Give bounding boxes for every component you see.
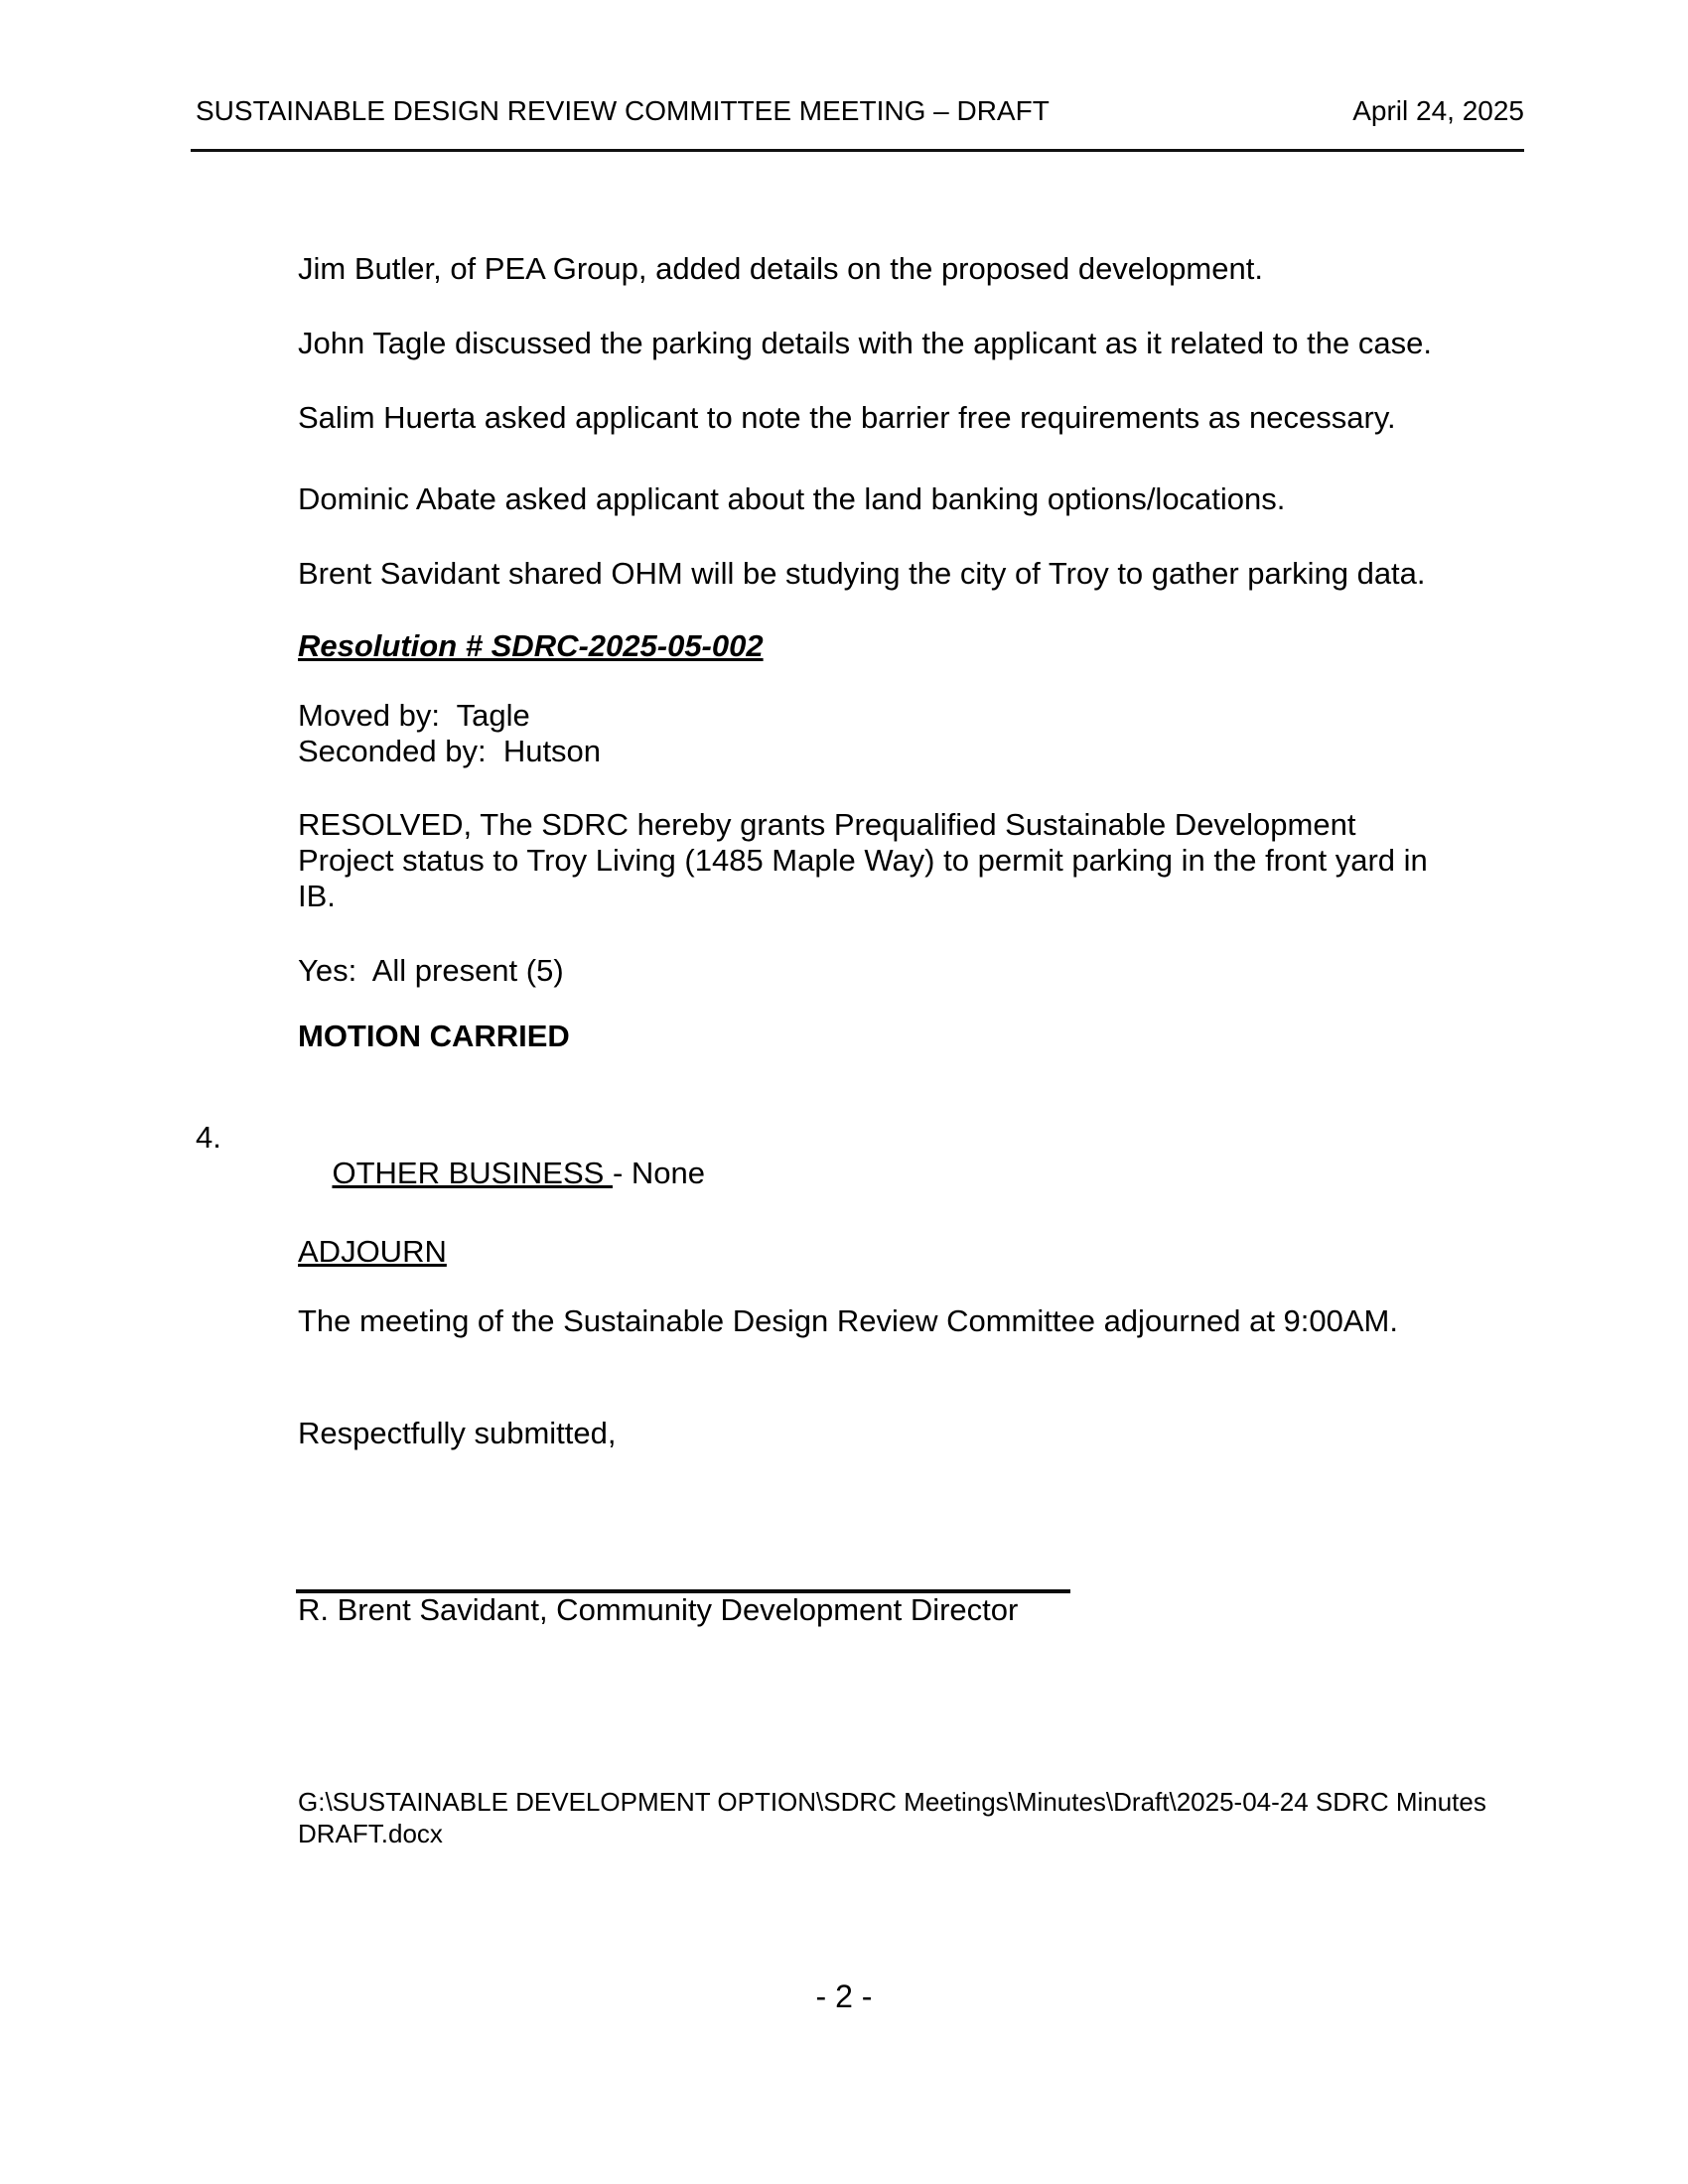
item4-heading-underlined: OTHER BUSINESS xyxy=(332,1156,613,1190)
header-rule xyxy=(191,149,1524,152)
footer-file-path: G:\SUSTAINABLE DEVELOPMENT OPTION\SDRC Meetings\Minutes\Draft\2025-04-24 SDRC Minutes DRAFT.docx xyxy=(298,1787,1486,1848)
resolution-motion: Moved by: Tagle Seconded by: Hutson xyxy=(298,698,602,768)
item4-heading-rest: - None xyxy=(612,1156,705,1190)
resolution-vote: Yes: All present (5) xyxy=(298,953,564,988)
paragraph-dominic-abate: Dominic Abate asked applicant about the land banking options/locations. xyxy=(298,481,1286,516)
page-number: - 2 - xyxy=(815,1979,873,2014)
item4-heading xyxy=(298,1120,1599,1227)
paragraph-jim-butler: Jim Butler, of PEA Group, added details on the proposed development. xyxy=(298,251,1263,286)
item4-number: 4. xyxy=(196,1120,221,1155)
paragraph-brent-savidant: Brent Savidant shared OHM will be studying the city of Troy to gather parking data. xyxy=(298,556,1426,591)
page-header xyxy=(196,95,1524,127)
header-date: April 24, 2025 xyxy=(1352,95,1524,126)
motion-carried: MOTION CARRIED xyxy=(298,1019,570,1053)
header-title: SUSTAINABLE DESIGN REVIEW COMMITTEE MEETING – DRAFT xyxy=(196,95,1050,126)
adjourn-body: The meeting of the Sustainable Design Review Committee adjourned at 9:00AM. xyxy=(298,1303,1398,1338)
resolution-heading: Resolution # SDRC-2025-05-002 xyxy=(298,628,764,663)
adjourn-heading: ADJOURN xyxy=(298,1234,447,1269)
paragraph-john-tagle: John Tagle discussed the parking details with the applicant as it related to the case. xyxy=(298,326,1432,360)
resolution-resolved: RESOLVED, The SDRC hereby grants Prequalified Sustainable Development Project status to Troy Living (1485 Maple Way) to permit parking in the front yard in IB. xyxy=(298,807,1428,913)
signature-name-title: R. Brent Savidant, Community Development Director xyxy=(298,1592,1019,1627)
paragraph-salim-huerta: Salim Huerta asked applicant to note the barrier free requirements as necessary. xyxy=(298,400,1396,435)
adjourn-closing: Respectfully submitted, xyxy=(298,1416,617,1450)
